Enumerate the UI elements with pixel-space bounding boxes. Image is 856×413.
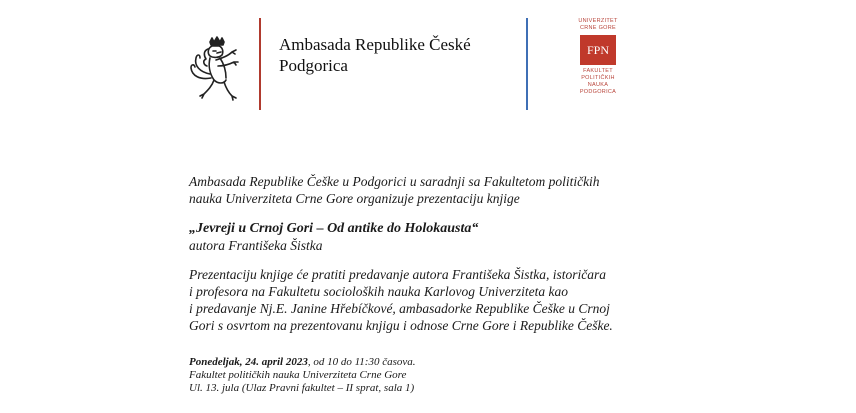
fpn-logo-bottom-2: POLITIČKIH [581, 75, 615, 81]
description-line-2: i profesora na Fakultetu socioloških nauka Karlovog Univerziteta kao [189, 284, 568, 299]
embassy-name-line2: Podgorica [279, 56, 348, 75]
book-author: autora Františeka Šistka [189, 238, 323, 253]
fpn-logo-bottom-3: NAUKA [587, 82, 609, 88]
event-venue: Fakultet političkih nauka Univerziteta Crne Gore [189, 369, 407, 381]
intro-paragraph [189, 173, 669, 207]
header-divider-blue [526, 18, 528, 110]
description-line-3: i predavanje Nj.E. Janine Hřebíčkové, ambasadorke Republike Češke u Crnoj [189, 301, 610, 316]
fpn-logo-mark: FPN [580, 35, 616, 65]
description-line-4: Gori s osvrtom na prezentovanu knjigu i odnose Crne Gore i Republike Češke. [189, 318, 613, 333]
book-title: „Jevreji u Crnoj Gori – Od antike do Holokausta“ [189, 221, 479, 236]
event-datetime [189, 356, 669, 369]
fpn-logo-bottom-4: PODGORICA [579, 89, 617, 95]
fpn-logo-top-1: UNIVERZITET [578, 18, 618, 24]
fpn-logo-top-2: CRNE GORE [579, 25, 616, 31]
embassy-name [279, 34, 471, 76]
fpn-logo-bottom-1: FAKULTET [583, 68, 613, 74]
intro-line-2: nauka Univerziteta Crne Gore organizuje prezentaciju knjige [189, 191, 520, 206]
event-address: Ul. 13. jula (Ulaz Pravni fakultet – II sprat, sala 1) [189, 382, 415, 394]
czech-lion-icon [186, 36, 248, 104]
header-divider-red [259, 18, 261, 110]
embassy-name-line1: Ambasada Republike České [279, 35, 471, 54]
event-date: Ponedeljak, 24. april 2023 [189, 356, 308, 368]
event-time: , od 10 do 11:30 časova. [307, 356, 416, 368]
fpn-logo [568, 18, 628, 96]
description-line-1: Prezentaciju knjige će pratiti predavanje autora Františeka Šistka, istoričara [189, 267, 607, 282]
intro-line-1: Ambasada Republike Češke u Podgorici u saradnji sa Fakultetom političkih [189, 174, 600, 189]
description-paragraph [189, 266, 669, 334]
